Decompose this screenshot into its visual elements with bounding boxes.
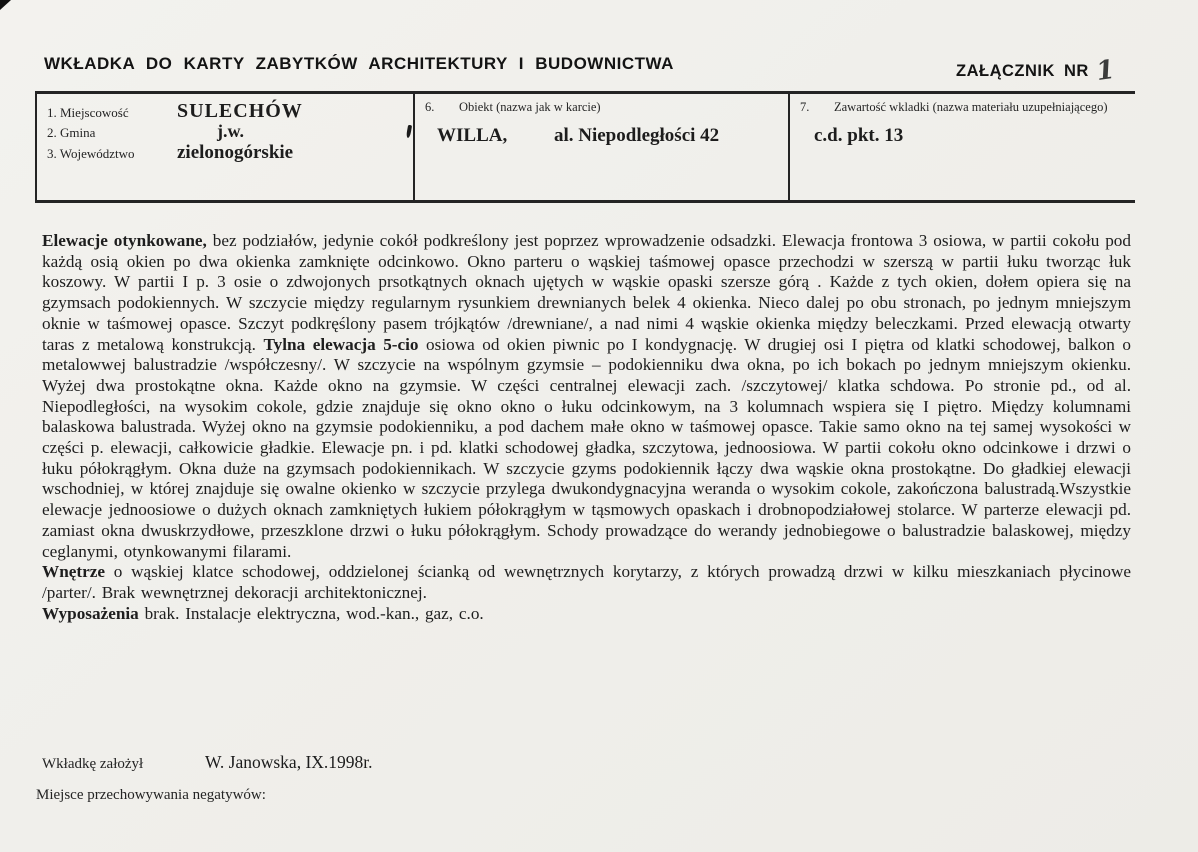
contents-value: c.d. pkt. 13	[814, 125, 904, 146]
field-label-gmina: 2. Gmina	[47, 125, 96, 140]
field-row-miejscowosc	[47, 100, 405, 120]
negatives-storage-label: Miejsce przechowywania negatywów:	[36, 787, 266, 803]
document-title: WKŁADKA DO KARTY ZABYTKÓW ARCHITEKTURY I BUDOWNICTWA	[44, 54, 674, 73]
text-segment: bez podziałów, jedynie cokół podkreślony jest poprzez wprowadzenie odsadzki. Elewacja frontowa 3 osiowa, w partii cokołu pod każdą osią okien po dwa okienka zamknięte odcinkowo. Okno parteru o wąskiej taśmowej opasce przechodzi w szerszą w partii łuku tworząc łuk koszowy. W partii I p. 3 osie o zdwojonych prsotkątnych oknach ujętych w wąskie opaski szersze górą . Każde z tych okien, dołem opiera się na gzymsach podokiennych. W szczycie między regularnym rysunkiem drewnianych belek 4 okienka. Nieco dalej po obu stronach, po jednym mniejszym oknie w taśmowej opasce. Szczyt podkręślony pasem trójkątów /drewniane/, a nad nimi 4 wąskie okienka między beleczkami. Przed elewacją otwarty taras z metalową konstrukcją.	[42, 231, 1131, 354]
object-address: al. Niepodległości 42	[553, 125, 720, 146]
bold-text-segment: Tylna elewacja 5-cio	[263, 334, 419, 354]
text-segment: osiowa od okien piwnic po I kondygnację. W drugiej osi I piętra od klatki schodowej, balkon o metalowwej balustradzie /współczesny/. W szczycie na wspólnym gzymsie – podokienniku dwa okna, po ich bokach po jednym mniejszym okienku. Wyżej dwa prostokątne okna. Każde okno na gzymsie. W części centralnej elewacji zach. /szczytowej/ klatka schdowa. Po stronie pd., od al. Niepodległości, na wysokim cokole, gdzie znajduje się okno okno o łuku odcinkowym, na 3 kolumnach wspiera się I piętro. Między kolumnami balaskowa balustrada. Wyżej okno na gzymsie podokienniku, a pod dachem małe okno w taśmowej opasce. Takie samo okno na tej samej wysokości w części p. elewacji, całkowicie gładkie. Elewacje pn. i pd. klatki schodowej gładka, szczytowa, jednoosiowa. W partii cokołu okno odcinkowe i drzwi o łuku półokrągłym. Okna duże na gzymsach podokiennikach. W szczycie gzyms podokiennik łączy dwa wąskie okna prostokątne. Do gładkiej elewacji wschodniej, w której znajduje się owalne okienko w szczycie przylega dwukondygnacyjna weranda o wysokim cokole, zakończona balustradą.Wszystkie elewacje jednoosiowe o dużych oknach zamkniętych łukiem półokrągłym w tąsmowych opaskach i drobnopodziałowej stolarce. W parterze elewacji pd. zamiast okna dwuskrzydłowe, przeszklone drzwi o łuku półokrągłym. Schody prowadzące do werandy jednobiegowe o balustradzie balaskowej, między ceglanymi, otynkowanymi filarami.	[42, 334, 1131, 561]
location-fields-column	[35, 94, 415, 200]
bold-text-segment: Elewacje otynkowane,	[42, 231, 207, 250]
paragraph	[42, 604, 1131, 625]
contents-field-number: 7.	[800, 100, 810, 114]
founder-value: W. Janowska, IX.1998r.	[205, 752, 373, 772]
attachment-header	[956, 53, 1117, 88]
object-field-label: Obiekt (nazwa jak w karcie)	[459, 100, 601, 114]
object-name: WILLA,	[437, 125, 508, 146]
form-header-table	[35, 91, 1135, 203]
paragraph	[42, 562, 1131, 603]
contents-field-column	[790, 94, 1135, 200]
bold-text-segment: Wyposażenia	[42, 603, 139, 623]
field-label-wojewodztwo: 3. Województwo	[47, 146, 135, 161]
field-row-wojewodztwo	[47, 142, 405, 162]
contents-field-label: Zawartość wkladki (nazwa materiału uzupełniającego)	[834, 100, 1108, 114]
contents-field-value	[800, 125, 1127, 147]
field-value-wojewodztwo: zielonogórskie	[177, 142, 294, 163]
object-field-column	[415, 94, 790, 200]
field-value-gmina: j.w.	[217, 121, 244, 141]
text-segment: o wąskiej klatce schodowej, oddzielonej ścianką od wewnętrznych korytarzy, z których prowadzą drzwi w kilku mieszkaniach płycinowe /parter/. Brak wewnętrznej dekoracji architektonicznej.	[42, 562, 1131, 602]
attachment-label: ZAŁĄCZNIK NR	[956, 62, 1089, 80]
text-segment: brak. Instalacje elektryczna, wod.-kan., gaz, c.o.	[138, 603, 484, 623]
object-field-number: 6.	[425, 100, 435, 114]
handwritten-attachment-number: 1	[1094, 54, 1117, 88]
field-label-miejscowosc: 1. Miejscowość	[47, 105, 129, 120]
object-field-value	[425, 125, 780, 147]
founder-label: Wkładkę założył	[42, 756, 144, 772]
field-value-miejscowosc: SULECHÓW	[177, 100, 303, 122]
contents-field-header	[800, 100, 1127, 115]
scan-corner-artifact	[0, 0, 11, 10]
field-row-gmina	[47, 121, 405, 141]
body-text	[42, 231, 1131, 624]
bold-text-segment: Wnętrze	[42, 562, 105, 582]
paragraph	[42, 231, 1131, 562]
object-field-header	[425, 100, 780, 115]
